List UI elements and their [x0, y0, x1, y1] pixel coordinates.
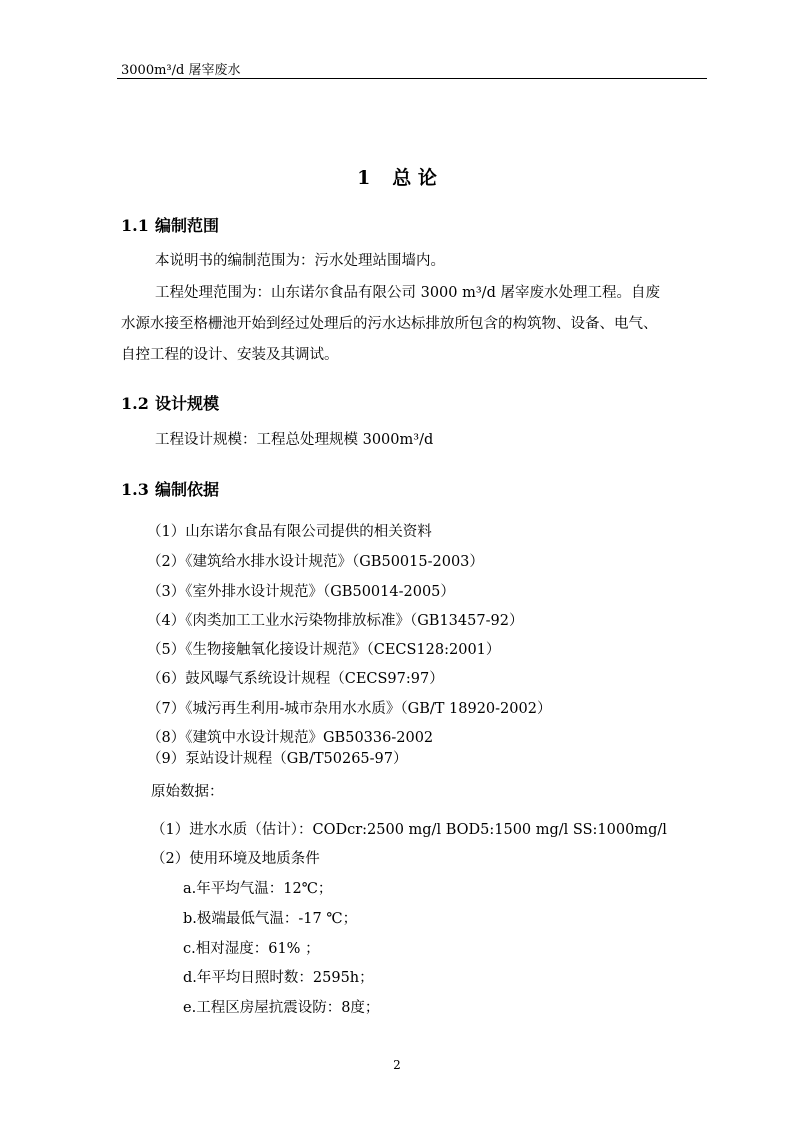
paragraph-line: 工程处理范围为：山东诺尔食品有限公司 3000 m³/d 屠宰废水处理工程。自废	[155, 285, 660, 301]
basis-item: （2）《建筑给水排水设计规范》（GB50015-2003）	[147, 554, 484, 570]
water-quality-line: （1）进水水质（估计）：CODcr:2500 mg/l BOD5:1500 mg/l SS:1000mg/l	[151, 822, 667, 838]
basis-item: （3）《室外排水设计规范》（GB50014-2005）	[147, 584, 455, 600]
paragraph: 本说明书的编制范围为：污水处理站围墙内。	[155, 253, 445, 269]
chapter-number: 1	[357, 167, 371, 189]
section-number: 1.3	[121, 480, 149, 499]
section-heading	[121, 477, 219, 500]
environment-item: b.极端最低气温：-17 ℃；	[183, 911, 358, 927]
basis-item: （1）山东诺尔食品有限公司提供的相关资料	[147, 524, 432, 540]
raw-data-title: 原始数据：	[151, 784, 224, 800]
header-title: 3000m³/d 屠宰废水	[121, 63, 241, 78]
environment-item: c.相对湿度：61% ；	[183, 941, 320, 957]
basis-item: （5）《生物接触氧化接设计规范》（CECS128:2001）	[147, 642, 501, 658]
chapter-name: 总 论	[392, 167, 437, 189]
basis-item: （9）泵站设计规程（GB/T50265-97）	[147, 751, 408, 767]
chapter-title	[0, 163, 794, 190]
paragraph: 工程设计规模：工程总处理规模 3000m³/d	[155, 432, 434, 448]
section-title: 编制范围	[155, 216, 220, 235]
environment-item: a.年平均气温：12℃；	[183, 881, 333, 897]
header-rule	[117, 78, 707, 79]
section-heading	[121, 213, 219, 236]
page-number: 2	[393, 1058, 401, 1072]
section-title: 编制依据	[155, 480, 220, 499]
basis-item: （8）《建筑中水设计规范》GB50336-2002	[147, 730, 434, 746]
section-number: 1.2	[121, 394, 149, 413]
environment-title: （2）使用环境及地质条件	[151, 851, 320, 867]
environment-item: d.年平均日照时数：2595h；	[183, 970, 374, 986]
basis-item: （6）鼓风曝气系统设计规程（CECS97:97）	[147, 671, 444, 687]
basis-item: （4）《肉类加工工业水污染物排放标准》（GB13457-92）	[147, 613, 524, 629]
paragraph-line: 自控工程的设计、安装及其调试。	[121, 347, 339, 363]
section-number: 1.1	[121, 216, 149, 235]
paragraph-line: 水源水接至格栅池开始到经过处理后的污水达标排放所包含的构筑物、设备、电气、	[121, 316, 658, 332]
basis-item: （7）《城污再生利用-城市杂用水水质》（GB/T 18920-2002）	[147, 701, 552, 717]
environment-item: e.工程区房屋抗震设防：8度；	[183, 1000, 380, 1016]
section-title: 设计规模	[155, 394, 220, 413]
section-heading	[121, 391, 219, 414]
